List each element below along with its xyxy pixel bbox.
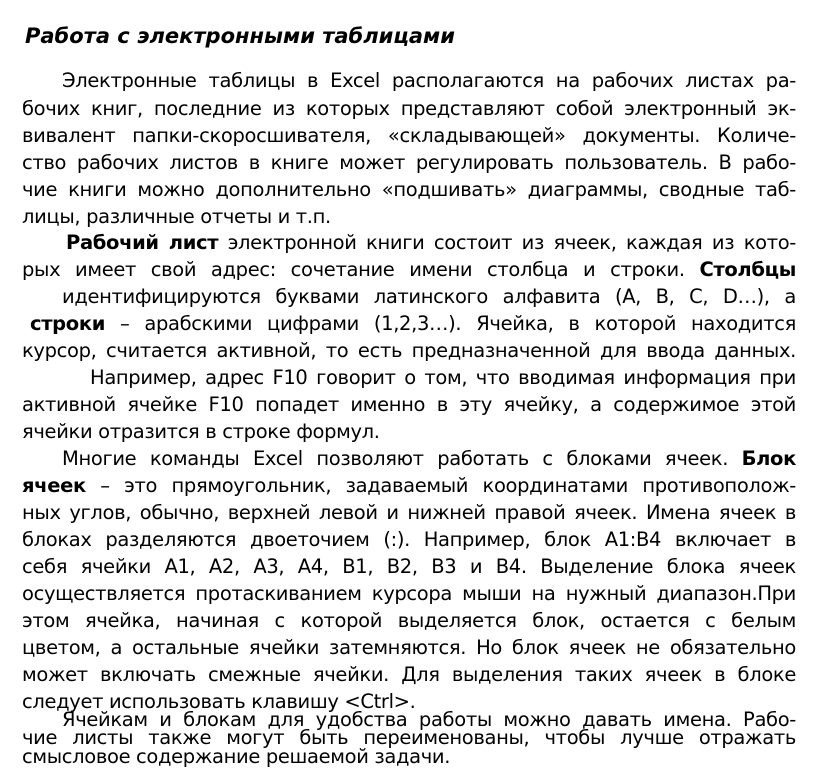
bold-term: ячеек <box>22 474 86 497</box>
text-line: смысловое содержание решаемой задачи. <box>22 745 451 768</box>
text-line <box>22 472 796 500</box>
text-line: следует использовать клавишу <Ctrl>. <box>22 690 416 713</box>
text-line: лицы, различные отчеты и т.п. <box>22 205 331 228</box>
bold-term: Блок <box>741 447 796 470</box>
text-line: цветом, а остальные ячейки затемняются. Но блок ячеек не обязательно <box>22 636 796 659</box>
text-line <box>22 310 796 338</box>
text-line: чие листы также могут быть переименованы, чтобы лучше отражать <box>22 726 796 750</box>
bold-term: Столбцы <box>699 258 796 281</box>
text-line: себя ячейки A1, A2, A3, A4, B1, B2, B3 и B4. Выделение блока ячеек <box>22 555 796 578</box>
text-line: может включать смежные ячейки. Для выделения таких ячеек в блоке <box>22 663 796 686</box>
text-line: этом ячейка, начиная с которой выделяется блок, остается с белым <box>22 609 796 632</box>
text-span: рых имеет свой адрес: сочетание имени столбца и строки. <box>22 258 700 281</box>
text-line <box>22 445 796 473</box>
text-span: электронной книги состоит из ячеек, каждая из кото- <box>218 231 796 254</box>
text-line: бочих книг, последние из которых представляют собой электронный эк- <box>22 97 796 120</box>
page-title: Работа с электронными таблицами <box>25 24 455 48</box>
text-line: осуществляется протаскиванием курсора мыши на нужный диапазон.При <box>22 582 796 605</box>
text-span: – это прямоугольник, задаваемый координатами противополож- <box>85 474 796 497</box>
text-span: – арабскими цифрами (1,2,3…). Ячейка, в которой находится <box>105 312 796 335</box>
text-line: идентифицируются буквами латинского алфавита (A, B, C, D…), а <box>62 285 796 308</box>
text-line: ство рабочих листов в книге может регулировать пользователь. В рабо- <box>22 151 796 174</box>
text-line: вивалент папки-скоросшивателя, «складывающей» документы. Количе- <box>22 124 796 147</box>
bold-term: строки <box>30 312 106 335</box>
text-line: блоках разделяются двоеточием (:). Например, блок A1:B4 включает в <box>22 528 796 551</box>
text-line: ячейки отразится в строке формул. <box>22 420 380 443</box>
text-line <box>22 256 796 284</box>
text-line <box>22 229 796 257</box>
text-line: Ячейкам и блокам для удобства работы можно давать имена. Рабо- <box>62 707 796 731</box>
text-line: Например, адрес F10 говорит о том, что вводимая информация при <box>90 366 796 389</box>
text-line: активной ячейке F10 попадет именно в эту ячейку, а содержимое этой <box>22 393 796 416</box>
text-line: чие книги можно дополнительно «подшивать» диаграммы, сводные таб- <box>22 178 796 201</box>
text-line: Электронные таблицы в Excel располагаются на рабочих листах ра- <box>62 69 796 92</box>
text-line: ных углов, обычно, верхней левой и нижней правой ячеек. Имена ячеек в <box>22 501 796 524</box>
text-span: Многие команды Excel позволяют работать с блоками ячеек. <box>62 447 742 470</box>
bold-term: Рабочий лист <box>66 231 219 254</box>
text-line: курсор, считается активной, то есть предназначенной для ввода данных. <box>22 339 796 362</box>
